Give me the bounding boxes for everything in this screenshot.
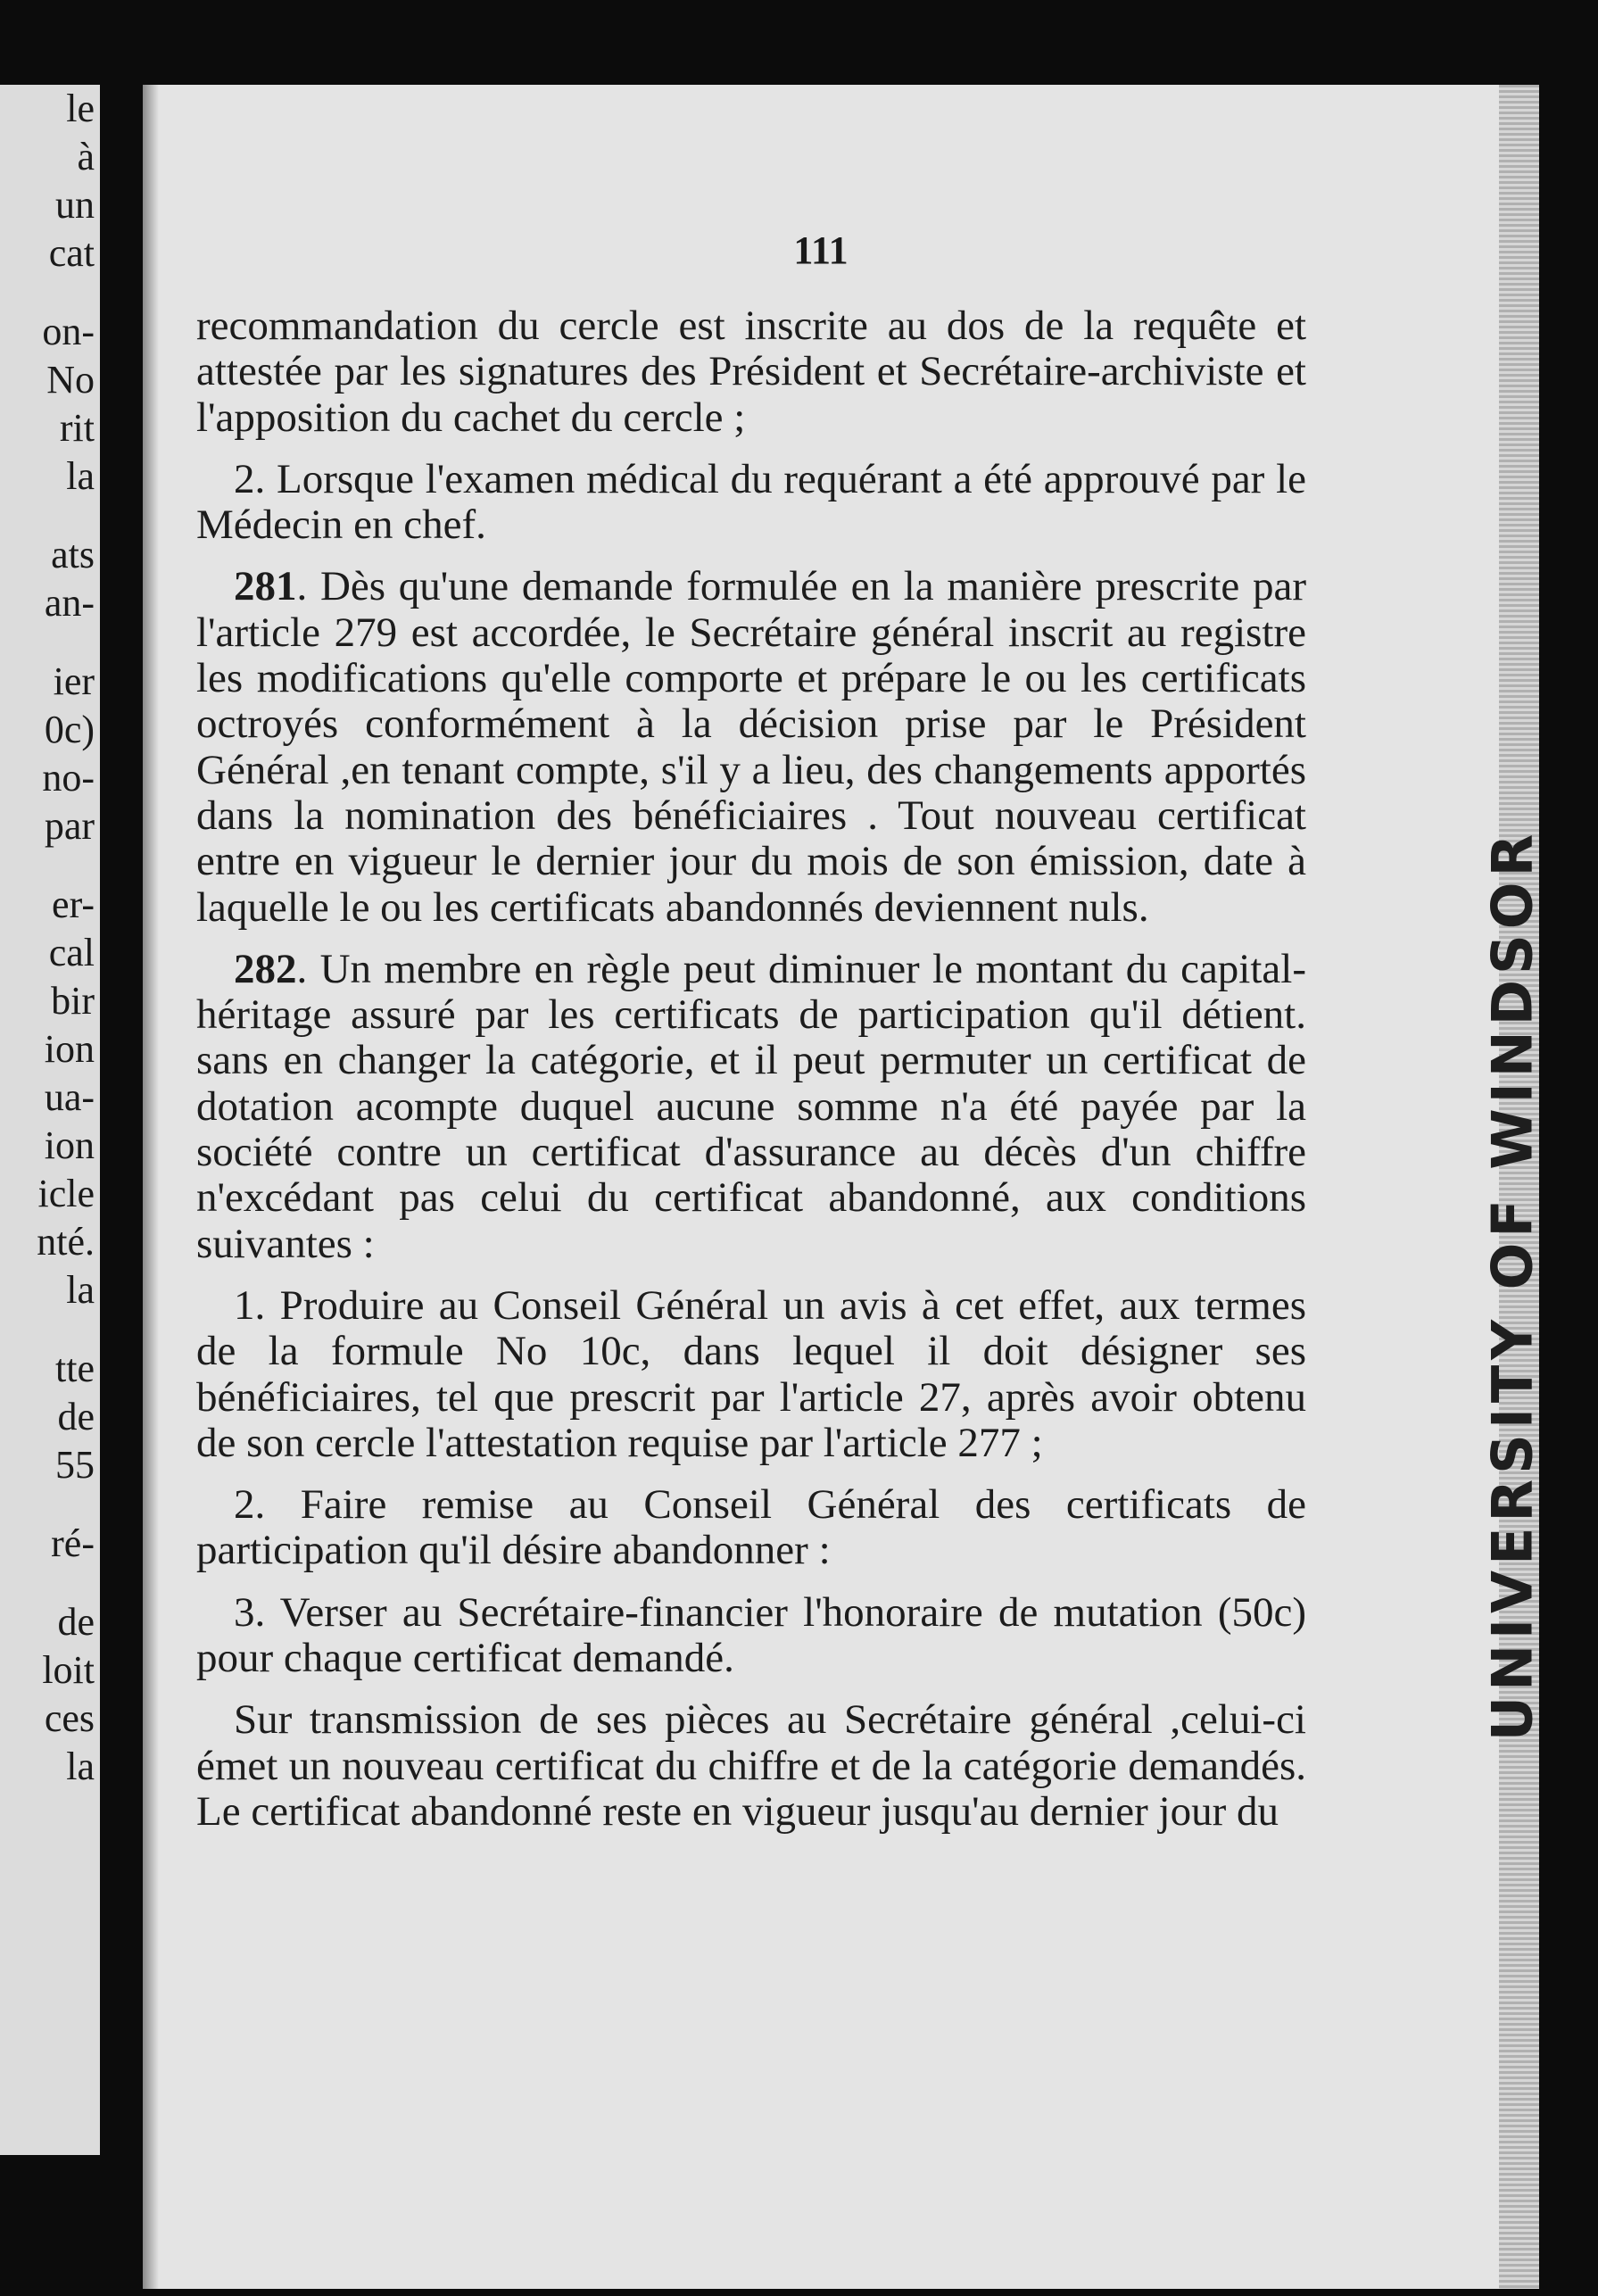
- library-stamp: [1479, 828, 1545, 1742]
- paragraph-text: . Un membre en règle peut diminuer le montant du capital-héritage assuré par les certificats de participation qu'il détient. sans en changer la catégorie, et il peut permuter un certificat de dotation acompte duquel aucune somme n'a été payée par la société contre un certificat d'assurance au décès d'un chiffre n'excédant pas celui du certificat abandonné, aux conditions suivantes :: [196, 945, 1306, 1267]
- paragraph: [196, 303, 1306, 441]
- paragraph: [196, 1590, 1306, 1682]
- left-margin-fragment: ion: [44, 1027, 95, 1071]
- paragraph: [196, 1283, 1306, 1466]
- paragraph: [196, 1697, 1306, 1835]
- page-body-text: [196, 303, 1306, 1851]
- left-margin-fragment: ion: [44, 1123, 95, 1167]
- paragraph-text: Sur transmission de ses pièces au Secrétaire général ,celui-ci émet un nouveau certificat du chiffre et de la catégorie demandés. Le certificat abandonné reste en vigueur jusqu'au dernier jour du: [196, 1696, 1306, 1835]
- left-margin-fragment: [0, 1489, 95, 1520]
- paragraph-text: 3. Verser au Secrétaire-financier l'honoraire de mutation (50c) pour chaque certificat demandé.: [196, 1588, 1306, 1682]
- left-margin-fragment: nté.: [37, 1220, 95, 1264]
- left-margin-fragment: cat: [48, 231, 95, 275]
- left-margin-fragment: [0, 1568, 95, 1598]
- left-margin-fragment: tte: [55, 1347, 95, 1390]
- left-margin-fragment: le: [66, 87, 95, 130]
- left-margin-fragment: [0, 278, 95, 308]
- left-margin-fragment: par: [44, 804, 95, 848]
- left-margin-text: [0, 85, 95, 1791]
- left-margin-fragment: ré-: [51, 1521, 95, 1565]
- left-margin-fragment: icle: [37, 1172, 95, 1215]
- left-margin-fragment: [0, 850, 95, 881]
- paragraph: [196, 457, 1306, 549]
- left-margin-fragment: [0, 627, 95, 658]
- left-margin-fragment: cal: [48, 931, 95, 974]
- left-margin-fragment: [0, 1314, 95, 1345]
- left-margin-fragment: er-: [52, 883, 95, 926]
- left-margin-fragment: la: [66, 1745, 95, 1788]
- left-margin-fragment: à: [77, 135, 95, 178]
- left-margin-fragment: loit: [42, 1648, 95, 1692]
- left-margin-fragment: bir: [51, 979, 95, 1023]
- left-page-fragment: [0, 85, 100, 2155]
- book-page: [143, 85, 1499, 2289]
- paragraph-text: recommandation du cercle est inscrite au dos de la requête et attestée par les signatures des Président et Secrétaire-archiviste et l'apposition du cachet du cercle ;: [196, 303, 1306, 441]
- article-paragraph: [196, 564, 1306, 930]
- left-margin-fragment: on-: [42, 310, 95, 353]
- left-margin-fragment: rit: [59, 406, 95, 450]
- left-margin-fragment: la: [66, 1268, 95, 1312]
- article-number: 281: [234, 563, 297, 610]
- paragraph-text: . Dès qu'une demande formulée en la manière prescrite par l'article 279 est accordée, le Secrétaire général inscrit au registre les modifications qu'elle comporte et prépare le ou les certificats octroyés conformément à la décision prise par le Président Général ,en tenant compte, s'il y a lieu, des changements apportés dans la nomination des bénéficiaires . Tout nouveau certificat entre en vigueur le dernier jour du mois de son émission, date à laquelle le ou les certificats abandonnés deviennent nuls.: [196, 563, 1306, 931]
- paragraph-text: 2. Faire remise au Conseil Général des certificats de participation qu'il désire abandonner :: [196, 1481, 1306, 1574]
- left-margin-fragment: ats: [51, 533, 95, 576]
- page-number: 111: [793, 228, 849, 272]
- left-margin-fragment: 0c): [44, 708, 95, 751]
- left-margin-fragment: de: [57, 1395, 95, 1438]
- left-margin-fragment: [0, 501, 95, 531]
- left-margin-fragment: un: [55, 183, 95, 227]
- left-margin-fragment: No: [46, 358, 95, 402]
- left-margin-fragment: la: [66, 454, 95, 498]
- left-margin-fragment: ua-: [44, 1075, 95, 1119]
- left-margin-fragment: ces: [44, 1696, 95, 1740]
- left-margin-fragment: ier: [53, 659, 95, 703]
- left-margin-fragment: 55: [55, 1443, 95, 1487]
- paragraph-text: 2. Lorsque l'examen médical du requérant a été approuvé par le Médecin en chef.: [196, 455, 1306, 549]
- left-margin-fragment: no-: [42, 756, 95, 800]
- paragraph: [196, 1482, 1306, 1574]
- left-margin-fragment: de: [57, 1600, 95, 1644]
- article-number: 282: [234, 945, 297, 992]
- stamp-text: UNIVERSITY OF WINDSOR: [1479, 828, 1545, 1742]
- left-margin-fragment: an-: [44, 581, 95, 625]
- article-paragraph: [196, 947, 1306, 1267]
- paragraph-text: 1. Produire au Conseil Général un avis à cet effet, aux termes de la formule No 10c, dans lequel il doit désigner ses bénéficiaires, tel que prescrit par l'article 27, après avoir obtenu de son cercle l'attestation requise par l'article 277 ;: [196, 1281, 1306, 1466]
